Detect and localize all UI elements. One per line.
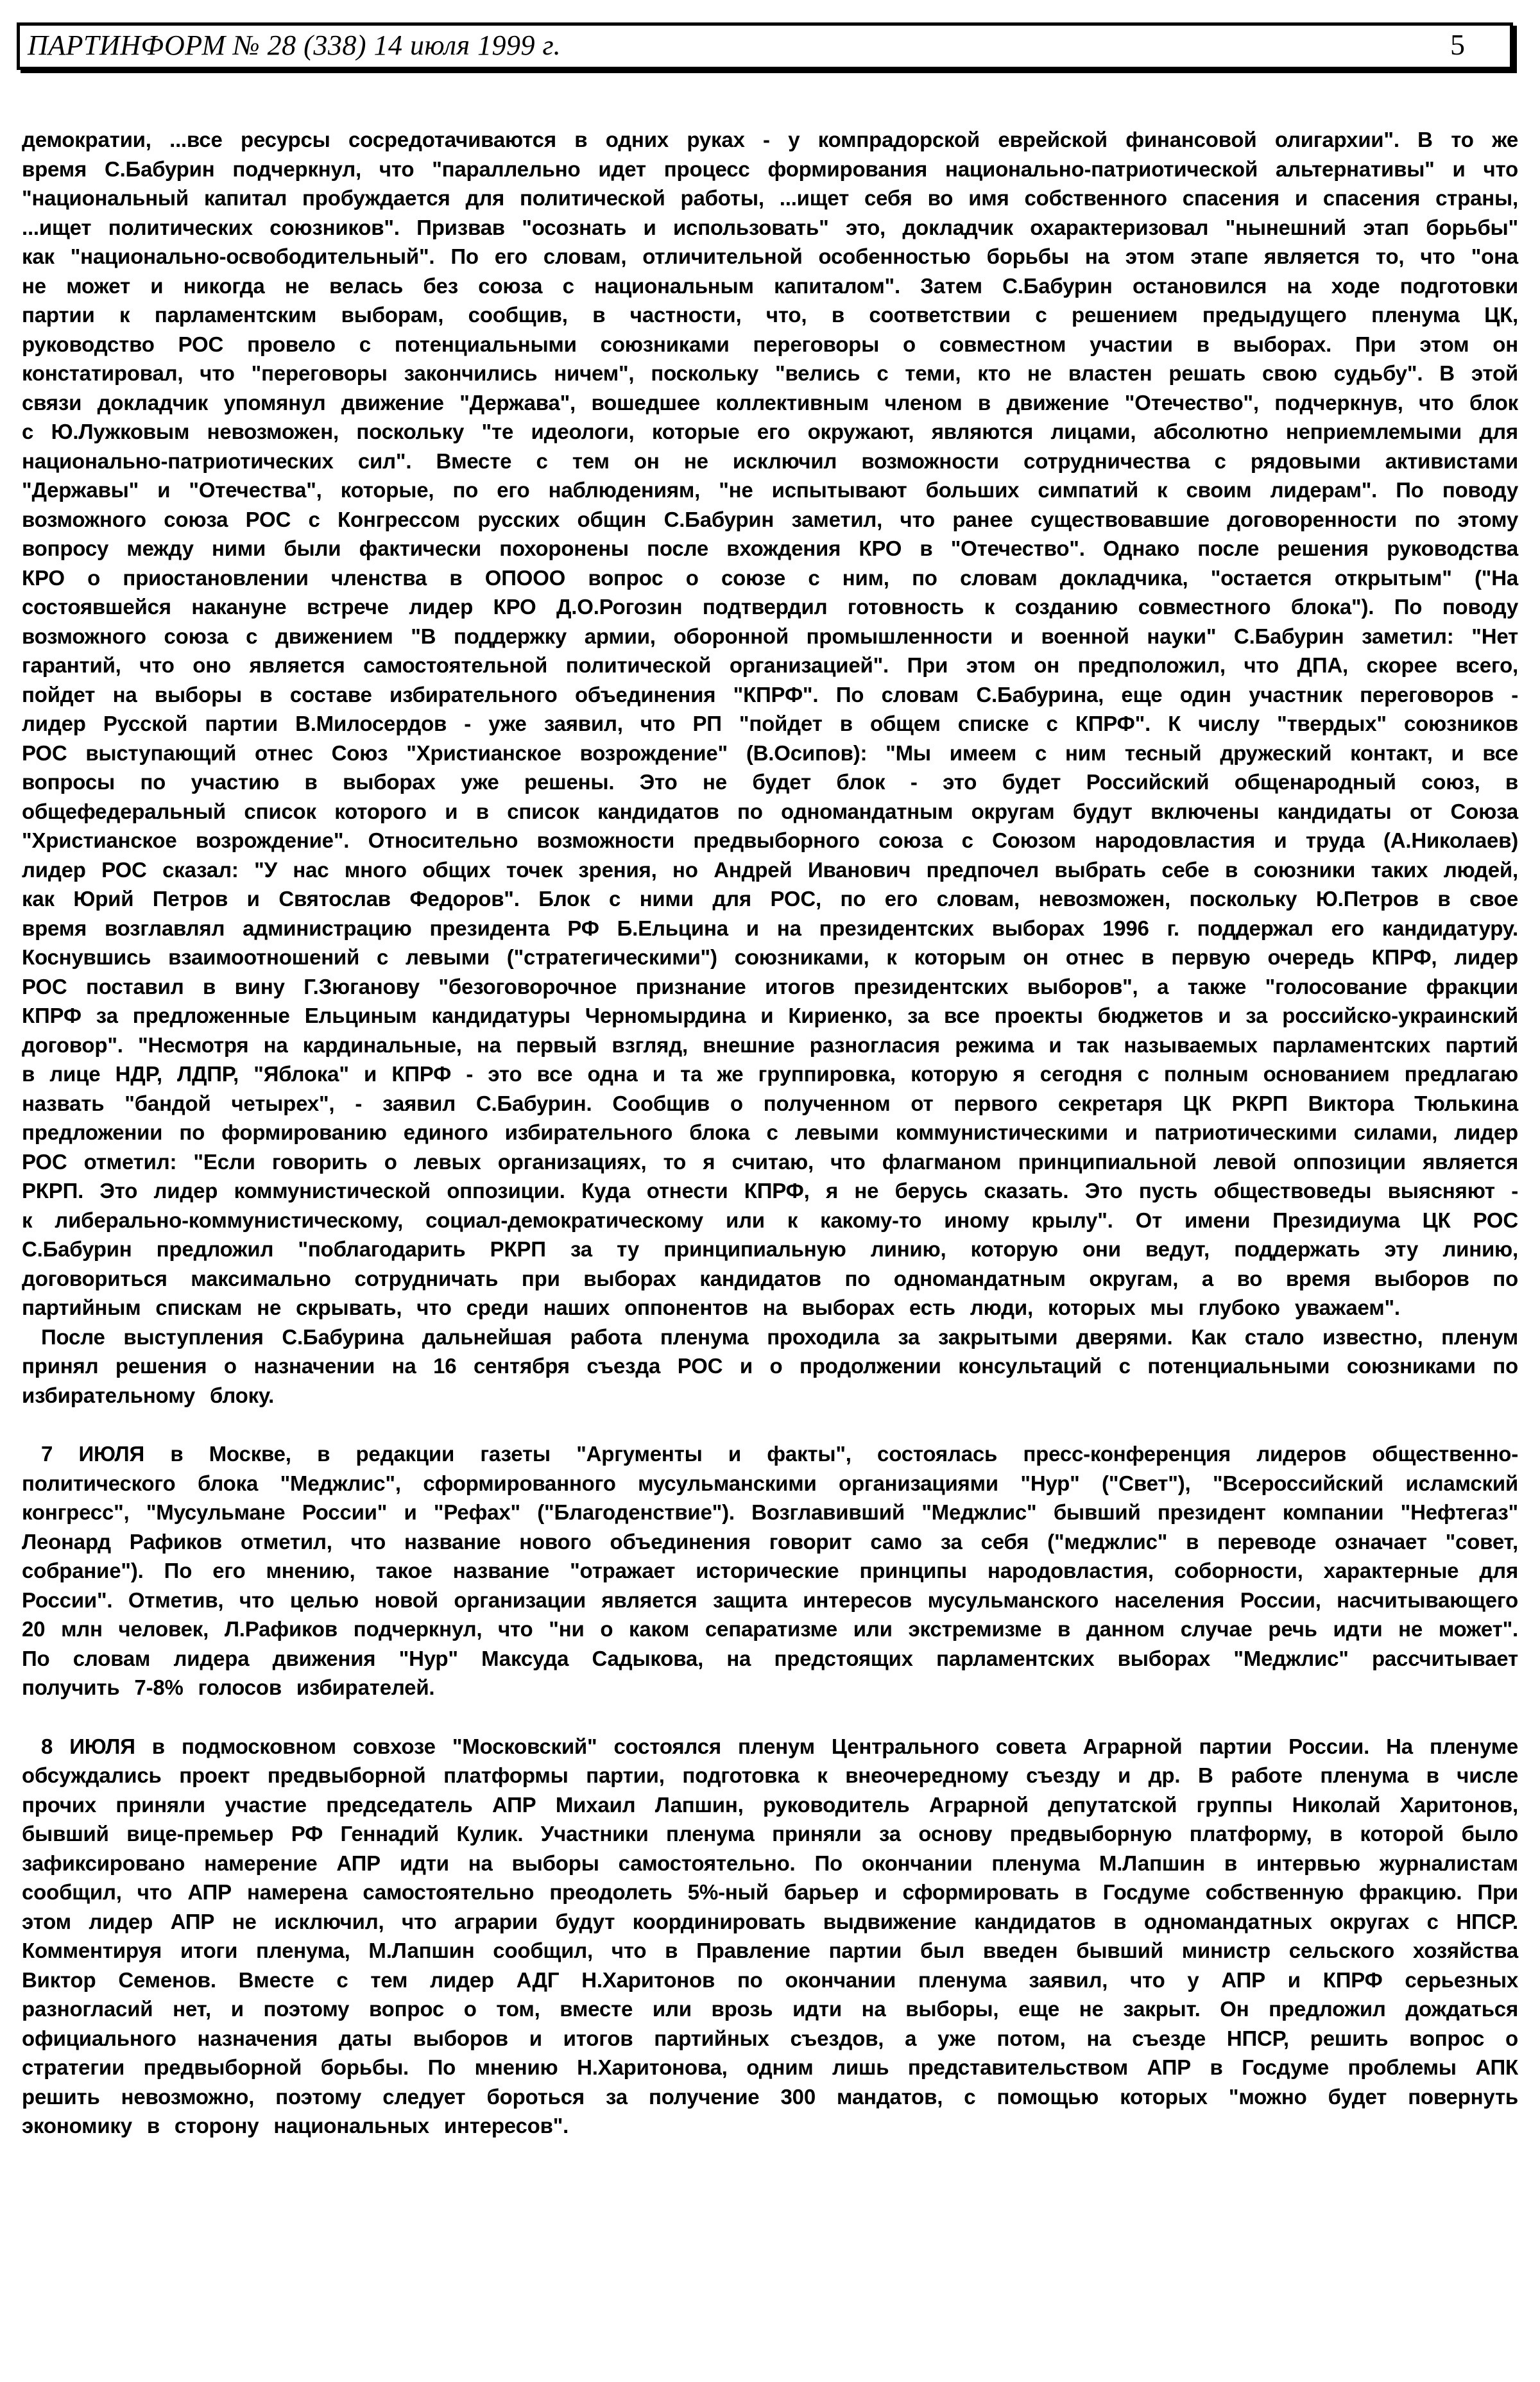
paragraph-ros-plenum-report: демократии, ...все ресурсы сосредотачиваются в одних руках - у компрадорской еврейской финансовой олигархии". В то же время С.Бабурин подчеркнул, что "параллельно идет процесс формирования национально-патриотической альтернативы" и что "национальный капитал пробуждается для политической работы, ...ищет себя во имя собственного спасения и спасения страны, ...ищет политических союзников". Призвав "осознать и использовать" это, докладчик охарактеризовал "нынешний этап борьбы" как "национально-освободительный". По его словам, отличительной особенностью борьбы на этом этапе является то, что "она не может и никогда не велась без союза с национальным капиталом". Затем С.Бабурин остановился на ходе подготовки партии к парламентским выборам, сообщив, в частности, что, в соответствии с решением предыдущего пленума ЦК, руководство РОС провело с потенциальными союзниками переговоры о совместном участии в выборах. При этом он констатировал, что "переговоры закончились ничем", поскольку "велись с теми, кто не властен решать свою судьбу". В этой связи докладчик упомянул движение "Держава", вошедшее коллективным членом в движение "Отечество", подчеркнув, что блок с Ю.Лужковым невозможен, поскольку "те идеологи, которые его окружают, являются лицами, абсолютно неприемлемыми для национально-патриотических сил". Вместе с тем он не исключил возможности сотрудничества с рядовыми активистами "Державы" и "Отечества", которые, по его наблюдениям, "не испытывают больших симпатий к своим лидерам". По поводу возможного союза РОС с Конгрессом русских общин С.Бабурин заметил, что ранее существовавшие договоренности по этому вопросу между ними были фактически похоронены после вхождения КРО в "Отечество". Однако после решения руководства КРО о приостановлении членства в ОПООО вопрос о союзе с ним, по словам докладчика, "остается открытым" ("На состоявшейся накануне встрече лидер КРО Д.О.Рогозин подтвердил готовность к созданию совместного блока"). По поводу возможного союза с движением "В поддержку армии, оборонной промышленности и военной науки" С.Бабурин заметил: "Нет гарантий, что оно является самостоятельной политической организацией". При этом он предположил, что ДПА, скорее всего, пойдет на выборы в составе избирательного объединения "КПРФ". По словам С.Бабурина, еще один участник переговоров - лидер Русской партии В.Милосердов - уже заявил, что РП "пойдет в общем списке с КПРФ". К числу "твердых" союзников РОС выступающий отнес Союз "Христианское возрождение" (В.Осипов): "Мы имеем с ним тесный дружеский контакт, и все вопросы по участию в выборах уже решены. Это не будет блок - это будет Российский общенародный союз, в общефедеральный список которого и в список кандидатов по одномандатным округам будут включены кандидаты от Союза "Христианское возрождение". Относительно возможности предвыборного союза с Союзом народовластия и труда (А.Николаев) лидер РОС сказал: "У нас много общих точек зрения, но Андрей Иванович предпочел выбрать себе в союзники таких людей, как Юрий Петров и Святослав Федоров". Блок с ними для РОС, по его словам, невозможен, поскольку Ю.Петров в свое время возглавлял администрацию президента РФ Б.Ельцина и на президентских выборах 1996 г. поддержал его кандидатуру. Коснувшись взаимоотношений с левыми ("стратегическими") союзниками, к которым он отнес в первую очередь КПРФ, лидер РОС поставил в вину Г.Зюганову "безоговорочное признание итогов президентских выборов", а также "голосование фракции КПРФ за предложенные Ельциным кандидатуры Черномырдина и Кириенко, за все проекты бюджетов и за российско-украинский договор". "Несмотря на кардинальные, на первый взгляд, внешние разногласия режима и так называемых парламентских партий в лице НДР, ЛДПР, "Яблока" и КПРФ - это все одна и та же группировка, которую я сегодня с полным основанием предлагаю назвать "бандой четырех", - заявил С.Бабурин. Сообщив о полученном от первого секретаря ЦК РКРП Виктора Тюлькина предложении по формированию единого избирательного блока с левыми коммунистическими и патриотическими силами, лидер РОС отметил: "Если говорить о левых организациях, то я считаю, что флагманом принципиальной левой оппозиции является РКРП. Это лидер коммунистической оппозиции. Куда отнести КПРФ, я не берусь сказать. Это пусть обществоведы выясняют - к либерально-коммунистическому, социал-демократическому или к какому-то иному крылу". От имени Президиума ЦК РОС С.Бабурин предложил "поблагодарить РКРП за ту принципиальную линию, которую они ведут, поддержать эту линию, договориться максимально сотрудничать при выборах кандидатов по одномандатным округам, а во время выборов по партийным спискам не скрывать, что среди наших оппонентов на выборах есть люди, которых мы глубоко уважаем".: [22, 128, 1518, 1319]
page-header: [17, 22, 1513, 70]
page-body: [22, 125, 1518, 2141]
paragraph-ros-plenum-decisions: После выступления С.Бабурина дальнейшая работа пленума проходила за закрытыми дверями. Как стало известно, пленум принял решения о назначении на 16 сентября съезда РОС и о продолжении консультаций с потенциальными союзниками по избирательному блоку.: [22, 1324, 1518, 1407]
page-number: 5: [1450, 28, 1465, 61]
newsletter-title: ПАРТИНФОРМ № 28 (338) 14 июля 1999 г.: [28, 29, 561, 61]
paragraph-medzhlis-press-conference: 7 ИЮЛЯ в Москве, в редакции газеты "Аргументы и факты", состоялась пресс-конференция лидеров общественно-политического блока "Меджлис", сформированного мусульманскими организациями "Нур" ("Свет"), "Всероссийский исламский конгресс", "Мусульмане России" и "Рефах" ("Благоденствие"). Возглавивший "Меджлис" бывший президент компании "Нефтегаз" Леонард Рафиков отметил, что название нового объединения говорит само за себя ("меджлис" в переводе означает "совет, собрание"). По его мнению, такое название "отражает исторические принципы народовластия, соборности, характерные для России". Отметив, что целью новой организации является защита интересов мусульманского населения России, насчитывающего 20 млн человек, Л.Рафиков подчеркнул, что "ни о каком сепаратизме или экстремизме в данном случае речь идти не может". По словам лидера движения "Нур" Максуда Садыкова, на предстоящих парламентских выборах "Меджлис" рассчитывает получить 7-8% голосов избирателей.: [22, 1442, 1518, 1699]
paragraph-apr-plenum: 8 ИЮЛЯ в подмосковном совхозе "Московский" состоялся пленум Центрального совета Аграрной партии России. На пленуме обсуждались проект предвыборной платформы партии, подготовка к внеочередному съезду и др. В работе пленума в числе прочих приняли участие председатель АПР Михаил Лапшин, руководитель Аграрной депутатской группы Николай Харитонов, бывший вице-премьер РФ Геннадий Кулик. Участники пленума приняли за основу предвыборную платформу, в которой было зафиксировано намерение АПР идти на выборы самостоятельно. По окончании пленума М.Лапшин в интервью журналистам сообщил, что АПР намерена самостоятельно преодолеть 5%-ный барьер и сформировать в Госдуме собственную фракцию. При этом лидер АПР не исключил, что аграрии будут координировать выдвижение кандидатов в одномандатных округах с НПСР. Комментируя итоги пленума, М.Лапшин сообщил, что в Правление партии был введен бывший министр сельского хозяйства Виктор Семенов. Вместе с тем лидер АДГ Н.Харитонов по окончании пленума заявил, что у АПР и КПРФ серьезных разногласий нет, и поэтому вопрос о том, вместе или врозь идти на выборы, еще не закрыт. Он предложил дождаться официального назначения даты выборов и итогов партийных съездов, а уже потом, на съезде НПСР, решить вопрос о стратегии предвыборной борьбы. По мнению Н.Харитонова, одним лишь представительством АПР в Госдуме проблемы АПК решить невозможно, поэтому следует бороться за получение 300 мандатов, с помощью которых "можно будет повернуть экономику в сторону национальных интересов".: [22, 1734, 1518, 2138]
